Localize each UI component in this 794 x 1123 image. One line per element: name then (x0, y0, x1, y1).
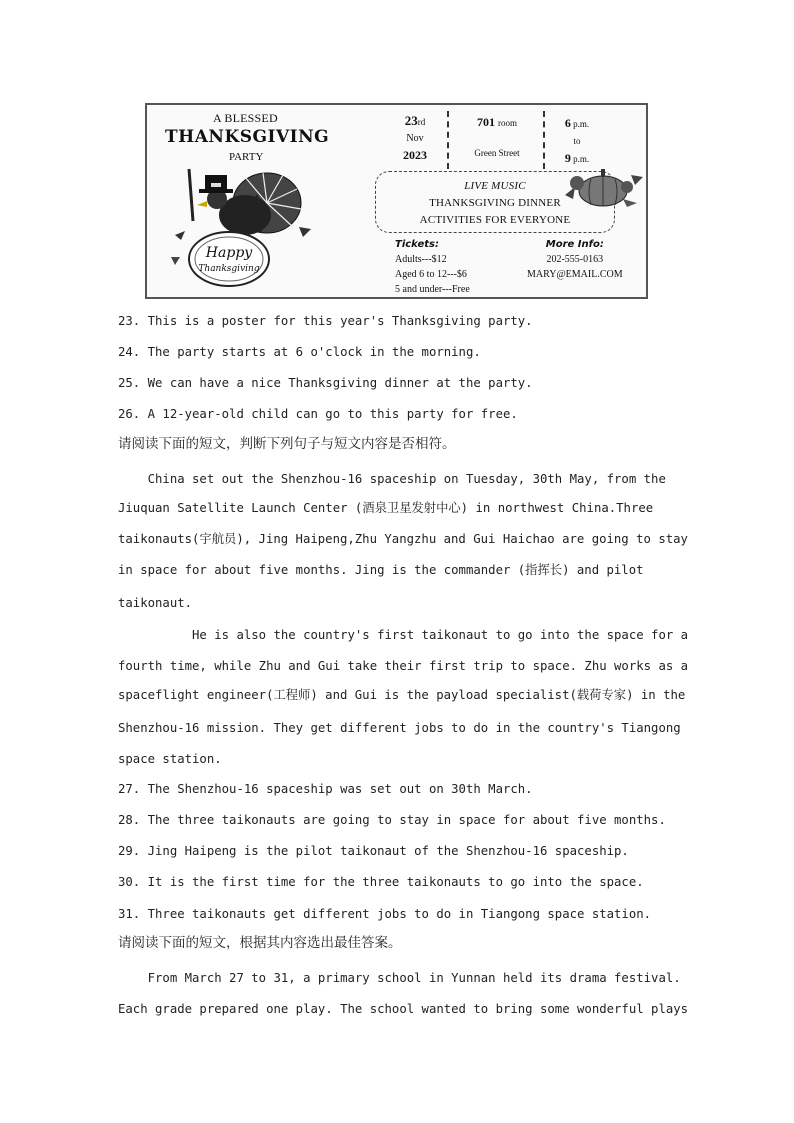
question-30: 30. It is the first time for the three taikonauts to go into the space. (118, 875, 644, 889)
passage-line: Jiuquan Satellite Launch Center (酒泉卫星发射中心) in northwest China.Three (118, 501, 654, 515)
tickets-info (395, 237, 470, 297)
divider (543, 111, 545, 169)
instruction-judge: 请阅读下面的短文，判断下列句子与短文内容是否相符。 (118, 436, 456, 452)
passage-line: From March 27 to 31, a primary school in Yunnan held its drama festival. (118, 971, 681, 985)
street-name: Green Street (474, 148, 520, 158)
poster-title: THANKSGIVING (165, 127, 330, 147)
question-29: 29. Jing Haipeng is the pilot taikonaut of the Shenzhou-16 spaceship. (118, 844, 629, 858)
badge-line1: Happy (205, 245, 253, 261)
ticket-under: 5 and under---Free (395, 284, 470, 295)
divider (447, 111, 449, 169)
date-suffix: rd (417, 117, 426, 127)
date-month: Nov (406, 133, 424, 144)
passage-line: spaceflight engineer(工程师) and Gui is the payload specialist(载荷专家) in the (118, 688, 686, 702)
phone-number: 202-555-0163 (546, 254, 604, 265)
badge-line2: Thanksgiving (198, 264, 260, 274)
instruction-choose: 请阅读下面的短文，根据其内容选出最佳答案。 (118, 935, 402, 951)
question-25: 25. We can have a nice Thanksgiving dinner at the party. (118, 376, 533, 390)
thanksgiving-poster (145, 103, 648, 299)
passage-line: Each grade prepared one play. The school wanted to bring some wonderful plays (118, 1002, 689, 1016)
poster-party: PARTY (229, 151, 264, 163)
more-heading: More Info: (545, 239, 604, 250)
pumpkin-icon (561, 165, 645, 209)
passage-line: space station. (118, 752, 222, 766)
poster-blessed: A BLESSED (213, 111, 278, 125)
time-to: to (573, 136, 581, 146)
question-23: 23. This is a poster for this year's Thanksgiving party. (118, 314, 533, 328)
question-26: 26. A 12-year-old child can go to this party for free. (118, 407, 518, 421)
date-day: 23 (404, 113, 418, 128)
passage-line: China set out the Shenzhou-16 spaceship on Tuesday, 30th May, from the (118, 472, 666, 486)
activities: ACTIVITIES FOR EVERYONE (419, 214, 571, 226)
question-24: 24. The party starts at 6 o'clock in the morning. (118, 345, 481, 359)
passage-line: Shenzhou-16 mission. They get different jobs to do in the country's Tiangong (118, 721, 681, 735)
question-28: 28. The three taikonauts are going to stay in space for about five months. (118, 813, 666, 827)
passage-line: in space for about five months. Jing is the commander (指挥长) and pilot (118, 563, 644, 577)
dinner: THANKSGIVING DINNER (429, 197, 561, 209)
poster-location (455, 115, 539, 158)
more-info (527, 237, 623, 282)
room-word: room (498, 118, 517, 128)
ticket-adults: Adults---$12 (395, 254, 447, 265)
passage-line: He is also the country's first taikonaut to go into the space for a (118, 628, 689, 642)
start-hour: 6 (564, 116, 571, 130)
question-31: 31. Three taikonauts get different jobs to do in Tiangong space station. (118, 907, 652, 921)
tickets-heading: Tickets: (395, 239, 439, 250)
turkey-illustration (167, 165, 317, 291)
start-suffix: p.m. (573, 119, 590, 129)
date-year: 2023 (403, 148, 427, 162)
poster-time (555, 115, 599, 168)
passage-line: taikonauts(宇航员), Jing Haipeng,Zhu Yangzhu and Gui Haichao are going to stay (118, 532, 688, 546)
ticket-aged: Aged 6 to 12---$6 (395, 269, 467, 280)
end-hour: 9 (564, 151, 571, 165)
question-27: 27. The Shenzhou-16 spaceship was set out on 30th March. (118, 782, 533, 796)
passage-line: fourth time, while Zhu and Gui take their first trip to space. Zhu works as a (118, 659, 689, 673)
passage-line: taikonaut. (118, 596, 193, 610)
poster-date (395, 113, 435, 163)
room-number: 701 (477, 115, 495, 129)
live-music: LIVE MUSIC (464, 180, 526, 192)
email-address: MARY@EMAIL.COM (527, 269, 623, 280)
end-suffix: p.m. (573, 154, 590, 164)
